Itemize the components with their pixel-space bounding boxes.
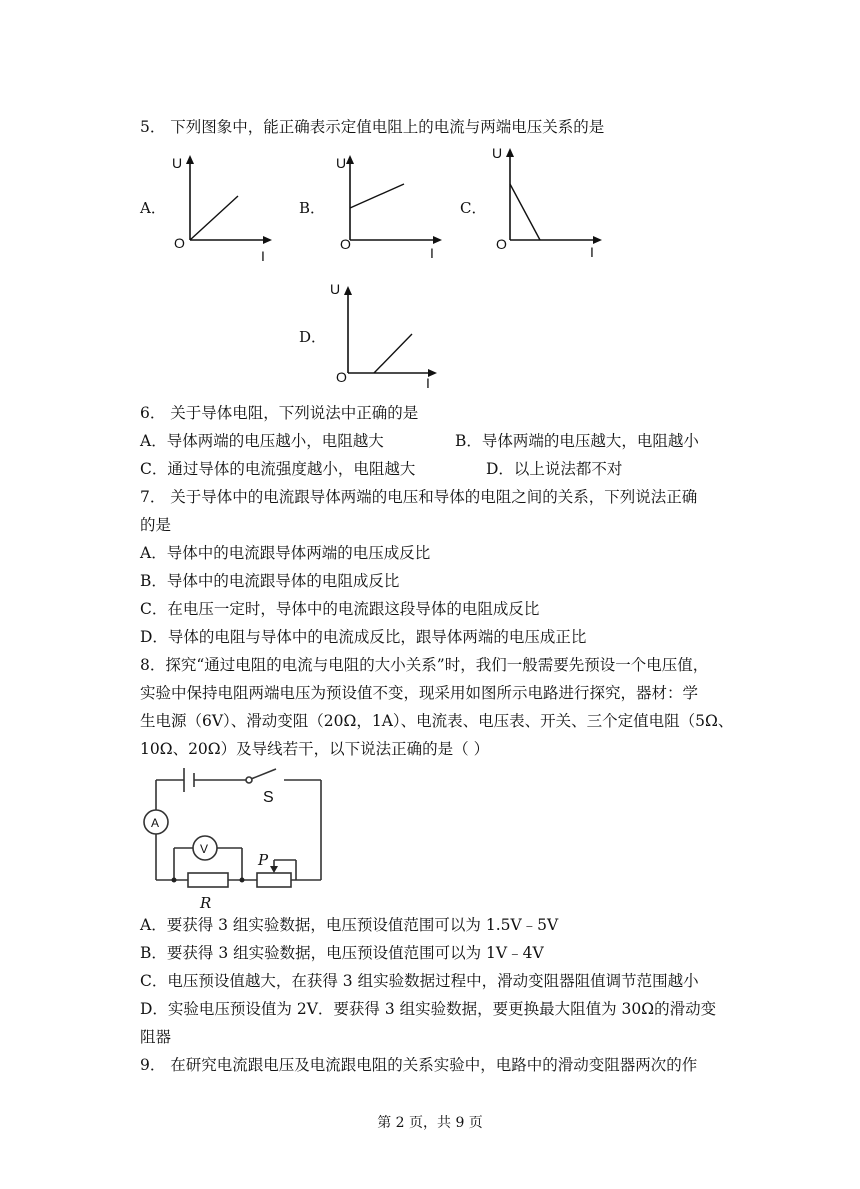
q6-option-a: A．导体两端的电压越小，电阻越大 bbox=[140, 432, 384, 450]
q5-stem: 5． 下列图象中，能正确表示定值电阻上的电流与两端电压关系的是 bbox=[140, 118, 605, 136]
slider-label: P bbox=[258, 851, 269, 869]
q9-stem: 9． 在研究电流跟电压及电流跟电阻的关系实验中，电路中的滑动变阻器两次的作 bbox=[140, 1056, 698, 1074]
q8-stem-line2: 实验中保持电阻两端电压为预设值不变，现采用如图所示电路进行探究，器材：学 bbox=[140, 684, 699, 702]
q8-option-d-line2: 阻器 bbox=[140, 1028, 172, 1046]
axis-u-label: U bbox=[492, 145, 503, 161]
axis-u-label: U bbox=[172, 155, 183, 171]
ammeter-label: A bbox=[151, 816, 160, 830]
q8-option-b: B．要获得 3 组实验数据，电压预设值范围可以为 1V﹣4V bbox=[140, 944, 544, 962]
q5-option-b-label: B． bbox=[299, 199, 326, 217]
q5-option-c-label: C． bbox=[460, 199, 487, 217]
resistor-label: R bbox=[200, 894, 212, 912]
q7-option-b: B．导体中的电流跟导体的电阻成反比 bbox=[140, 572, 400, 590]
axis-u-label: U bbox=[330, 281, 341, 297]
q5-option-d-label: D． bbox=[299, 328, 327, 346]
q7-option-a: A．导体中的电流跟导体两端的电压成反比 bbox=[140, 544, 431, 562]
q6-option-c: C．通过导体的电流强度越小，电阻越大 bbox=[140, 460, 416, 478]
q8-stem-line1: 8．探究“通过电阻的电流与电阻的大小关系”时，我们一般需要先预设一个电压值， bbox=[140, 656, 709, 674]
voltmeter-label: V bbox=[200, 842, 209, 856]
q7-stem-line1: 7． 关于导体中的电流跟导体两端的电压和导体的电阻之间的关系，下列说法正确 bbox=[140, 488, 698, 506]
origin-label: O bbox=[340, 236, 351, 252]
axis-u-label: U bbox=[336, 155, 347, 171]
axis-i-label: I bbox=[261, 248, 265, 264]
switch-contact bbox=[246, 777, 252, 783]
switch-blade bbox=[251, 769, 276, 779]
q5-option-a-label: A． bbox=[140, 199, 166, 217]
q8-option-d-line1: D．实验电压预设值为 2V．要获得 3 组实验数据，要更换最大阻值为 30Ω的滑动变 bbox=[140, 1000, 717, 1018]
q5-graph-b-line bbox=[350, 184, 404, 208]
q8-circuit-diagram bbox=[136, 764, 336, 918]
q6-option-b: B．导体两端的电压越大，电阻越小 bbox=[455, 432, 699, 450]
page-footer: 第 2 页，共 9 页 bbox=[377, 1115, 483, 1131]
q6-stem: 6． 关于导体电阻，下列说法中正确的是 bbox=[140, 404, 419, 422]
q8-option-a: A．要获得 3 组实验数据，电压预设值范围可以为 1.5V﹣5V bbox=[140, 916, 559, 934]
origin-label: O bbox=[174, 235, 185, 251]
switch-label: S bbox=[263, 789, 274, 806]
axis-i-label: I bbox=[426, 375, 430, 391]
q5-graph-b bbox=[320, 150, 450, 269]
origin-label: O bbox=[496, 236, 507, 252]
q5-graph-c bbox=[480, 140, 610, 269]
axis-i-label: I bbox=[430, 245, 434, 261]
q7-stem-line2: 的是 bbox=[140, 516, 172, 534]
q5-graph-d-line bbox=[374, 334, 412, 373]
fixed-resistor-r bbox=[188, 873, 228, 887]
q6-option-d: D．以上说法都不对 bbox=[486, 460, 623, 478]
q8-stem-line4: 10Ω、20Ω）及导线若干，以下说法正确的是（ ） bbox=[140, 740, 490, 758]
origin-label: O bbox=[336, 369, 347, 385]
q5-graph-c-line bbox=[510, 184, 540, 240]
q5-graph-d bbox=[320, 280, 450, 399]
q8-stem-line3: 生电源（6V）、滑动变阻（20Ω，1A）、电流表、电压表、开关、三个定值电阻（5Ω、 bbox=[140, 712, 734, 730]
axis-i-label: I bbox=[590, 244, 594, 260]
q7-option-d: D．导体的电阻与导体中的电流成反比，跟导体两端的电压成正比 bbox=[140, 628, 587, 646]
rheostat bbox=[257, 873, 291, 887]
q8-option-c: C．电压预设值越大，在获得 3 组实验数据过程中，滑动变阻器阻值调节范围越小 bbox=[140, 972, 699, 990]
q5-graph-a-line bbox=[190, 196, 238, 240]
q7-option-c: C．在电压一定时，导体中的电流跟这段导体的电阻成反比 bbox=[140, 600, 540, 618]
q5-graph-a bbox=[160, 150, 280, 269]
